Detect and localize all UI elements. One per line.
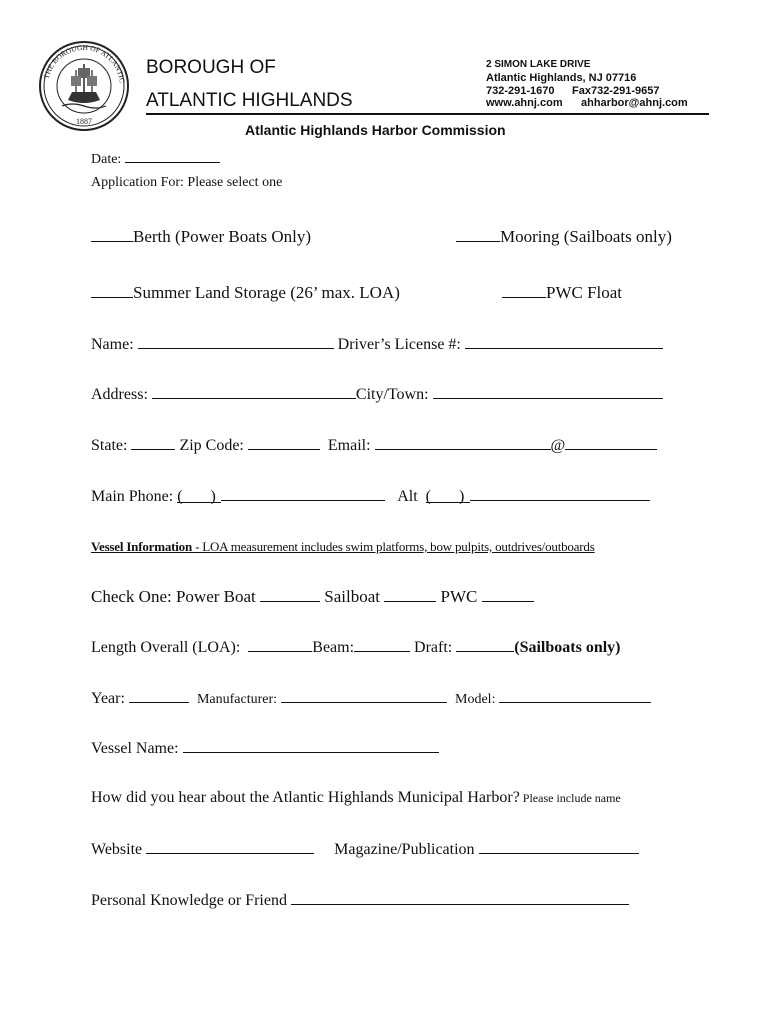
email-user-field[interactable] — [375, 435, 551, 450]
fax-number: Fax732-291-9657 — [572, 85, 660, 97]
main-phone-paren-open: ( — [177, 488, 183, 505]
personal-field[interactable] — [291, 890, 629, 905]
personal-row — [91, 890, 629, 910]
land-storage-option — [91, 283, 400, 303]
year-label: Year: — [91, 690, 125, 707]
header-underline — [146, 113, 709, 115]
vessel-info-heading — [91, 539, 595, 555]
alt-phone-label: Alt — [397, 488, 418, 505]
vessel-info-note: - LOA measurement includes swim platforms, bow pulpits, outdrives/outboards — [192, 539, 595, 554]
zip-label: Zip Code: — [179, 437, 244, 454]
pwc-float-option — [502, 283, 622, 303]
zip-field[interactable] — [248, 435, 320, 450]
date-label: Date: — [91, 152, 122, 167]
check-one-label: Check One: Power Boat — [91, 587, 256, 606]
sailboat-label: Sailboat — [324, 587, 380, 606]
mooring-label: Mooring (Sailboats only) — [500, 227, 672, 246]
pwc-field[interactable] — [482, 587, 534, 602]
alt-phone-paren-open: ( — [425, 488, 431, 505]
sailboats-only-note: (Sailboats only) — [514, 639, 621, 656]
address-line2: Atlantic Highlands, NJ 07716 — [486, 72, 637, 84]
alt-phone-paren-close: ) — [459, 488, 465, 505]
state-label: State: — [91, 437, 128, 454]
website-field[interactable] — [146, 839, 314, 854]
city-label: City/Town: — [355, 386, 429, 403]
name-field[interactable] — [138, 334, 334, 349]
mooring-checkbox-line[interactable] — [456, 227, 500, 242]
model-field[interactable] — [499, 688, 651, 703]
berth-checkbox-line[interactable] — [91, 227, 133, 242]
main-phone-number-field[interactable] — [221, 486, 385, 501]
website-url[interactable]: www.ahnj.com — [486, 97, 563, 109]
email-label: Email: — [327, 437, 371, 454]
pwc-label: PWC — [440, 587, 478, 606]
sailboat-field[interactable] — [384, 587, 436, 602]
city-field[interactable] — [433, 384, 663, 399]
address-line1: 2 SIMON LAKE DRIVE — [486, 59, 591, 70]
email-at: @ — [550, 437, 566, 454]
magazine-label: Magazine/Publication — [334, 841, 475, 858]
website-label: Website — [91, 841, 143, 858]
land-storage-label: Summer Land Storage (26’ max. LOA) — [133, 283, 400, 302]
phone-number: 732-291-1670 — [486, 85, 555, 97]
dimensions-row — [91, 637, 621, 657]
hear-about-note: Please include name — [519, 791, 621, 805]
land-storage-checkbox-line[interactable] — [91, 283, 133, 298]
borough-seal — [38, 40, 130, 132]
manufacturer-label: Manufacturer: — [196, 692, 278, 707]
main-phone-label: Main Phone: — [91, 488, 174, 505]
alt-phone-number-field[interactable] — [470, 486, 650, 501]
draft-field[interactable] — [456, 637, 514, 652]
year-row — [91, 688, 651, 708]
personal-label: Personal Knowledge or Friend — [91, 892, 287, 909]
beam-field[interactable] — [354, 637, 410, 652]
svg-text:1887: 1887 — [76, 117, 92, 126]
email-address[interactable]: ahharbor@ahnj.com — [581, 97, 688, 109]
pwc-float-checkbox-line[interactable] — [502, 283, 546, 298]
license-label: Driver’s License #: — [337, 336, 461, 353]
mooring-option — [456, 227, 672, 247]
address-field[interactable] — [152, 384, 356, 399]
vessel-name-label: Vessel Name: — [91, 740, 179, 757]
address-row — [91, 384, 663, 404]
borough-title-line2: ATLANTIC HIGHLANDS — [146, 90, 353, 111]
borough-title-line1: BOROUGH OF — [146, 57, 276, 78]
name-row — [91, 334, 663, 354]
main-phone-area-field[interactable] — [177, 488, 221, 503]
magazine-field[interactable] — [479, 839, 639, 854]
model-label: Model: — [455, 692, 496, 707]
check-one-row — [91, 587, 534, 607]
loa-field[interactable] — [248, 637, 312, 652]
vessel-name-row — [91, 738, 439, 758]
state-field[interactable] — [131, 435, 175, 450]
commission-title: Atlantic Highlands Harbor Commission — [245, 122, 506, 138]
date-row — [91, 148, 220, 168]
source-row — [91, 839, 639, 859]
berth-label: Berth (Power Boats Only) — [133, 227, 312, 246]
state-row — [91, 435, 657, 455]
application-label: Application For: Please select one — [91, 175, 283, 190]
vessel-name-field[interactable] — [183, 738, 439, 753]
phone-row — [91, 486, 650, 506]
main-phone-paren-close: ) — [210, 488, 216, 505]
vessel-info-title: Vessel Information — [91, 539, 193, 554]
beam-label: Beam: — [312, 639, 355, 656]
hear-about-row — [91, 789, 621, 807]
hear-about-label: How did you hear about the Atlantic Highlands Municipal Harbor? — [91, 789, 520, 806]
date-field[interactable] — [125, 148, 220, 163]
license-field[interactable] — [465, 334, 663, 349]
svg-text:THE BOROUGH OF ATLANTIC HIGHLA: THE BOROUGH OF ATLANTIC — [41, 42, 127, 84]
draft-label: Draft: — [414, 639, 453, 656]
email-domain-field[interactable] — [565, 435, 657, 450]
loa-label: Length Overall (LOA): — [91, 639, 241, 656]
power-boat-field[interactable] — [260, 587, 320, 602]
address-label: Address: — [91, 386, 148, 403]
alt-phone-area-field[interactable] — [426, 488, 470, 503]
manufacturer-field[interactable] — [281, 688, 447, 703]
year-field[interactable] — [129, 688, 189, 703]
berth-option — [91, 227, 311, 247]
pwc-float-label: PWC Float — [546, 283, 623, 302]
name-label: Name: — [91, 336, 134, 353]
